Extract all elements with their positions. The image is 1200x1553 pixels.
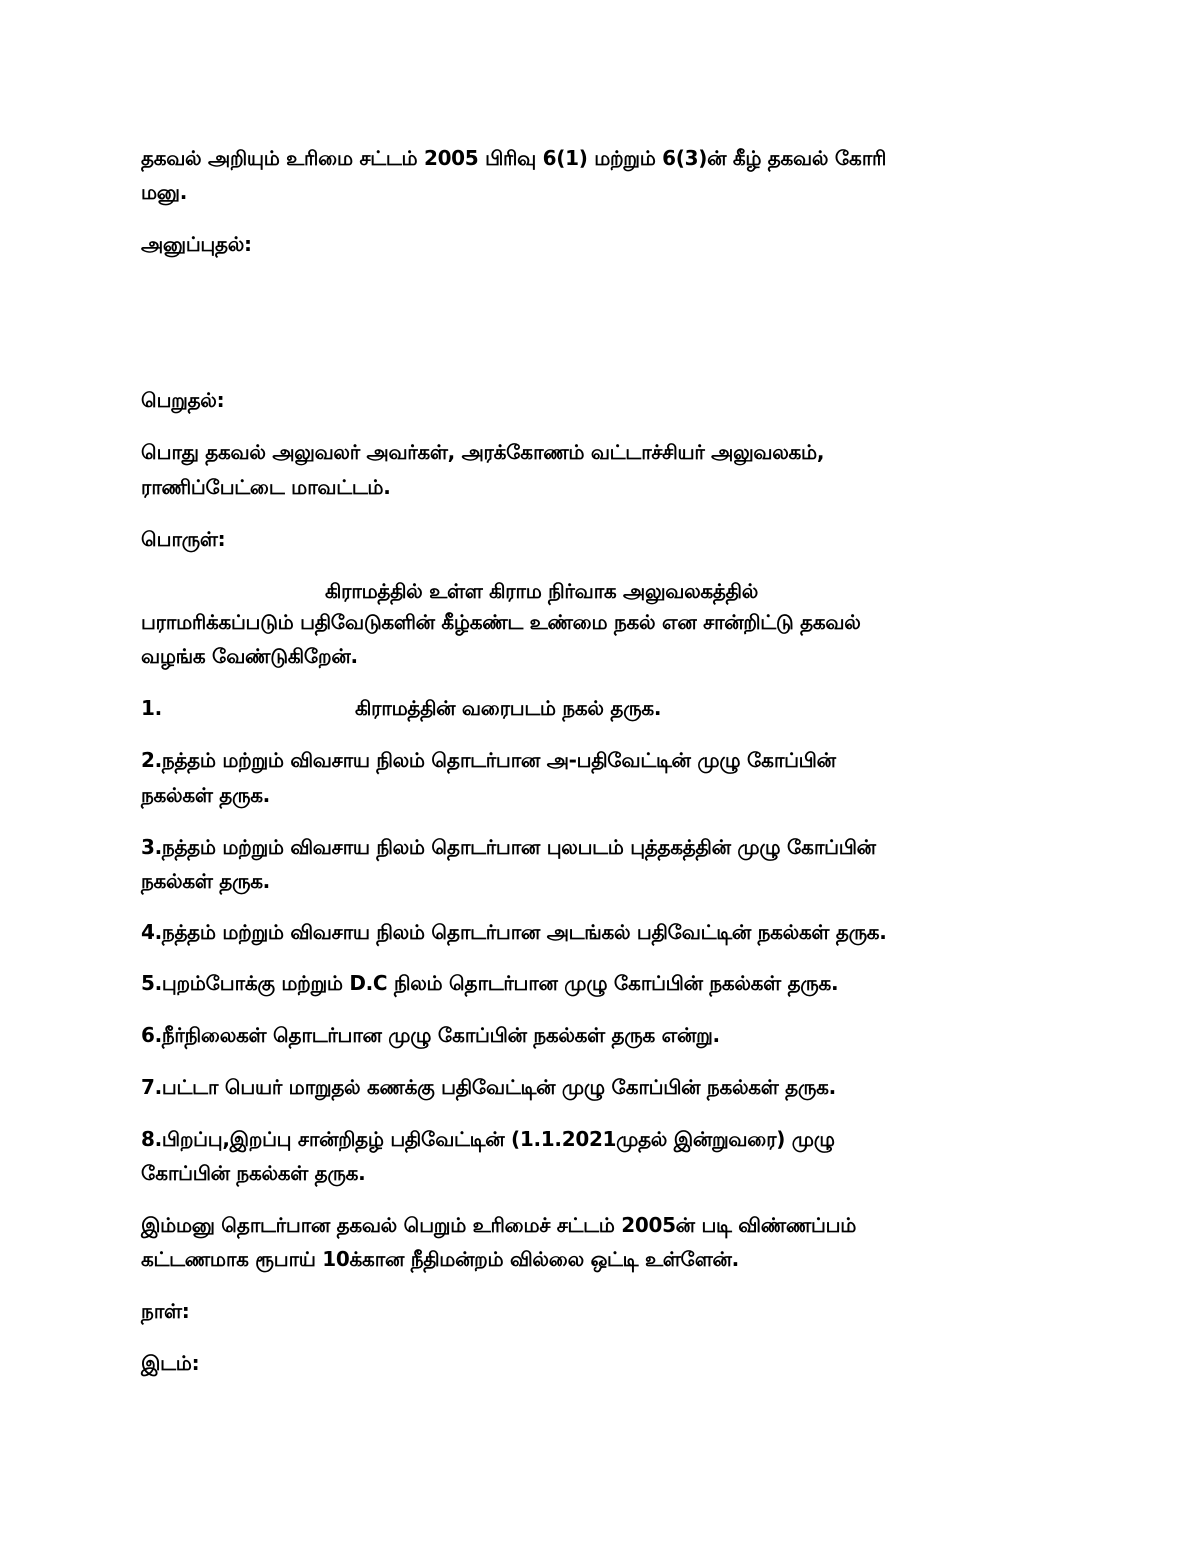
subject-label: பொருள்: <box>141 527 226 551</box>
item-1-text: கிராமத்தின் வரைபடம் நகல் தருக. <box>355 696 662 720</box>
item-7-line-1: 7.பட்டா பெயர் மாறுதல் கணக்கு பதிவேட்டின் முழு கோப்பின் நகல்கள் தருக. <box>141 1075 836 1099</box>
item-3-line-1: 3.நத்தம் மற்றும் விவசாய நிலம் தொடர்பான புலபடம் புத்தகத்தின் முழு கோப்பின் <box>141 835 876 859</box>
item-5-line-1: 5.புறம்போக்கு மற்றும் D.C நிலம் தொடர்பான முழு கோப்பின் நகல்கள் தருக. <box>141 971 839 995</box>
subject-line-3: வழங்க வேண்டுகிறேன். <box>141 644 358 668</box>
subject-line-1: கிராமத்தில் உள்ள கிராம நிர்வாக அலுவலகத்தில் <box>325 579 759 603</box>
closing-line-2: கட்டணமாக ரூபாய் 10க்கான நீதிமன்றம் வில்லை ஒட்டி உள்ளேன். <box>141 1247 739 1271</box>
item-2-line-2: நகல்கள் தருக. <box>141 783 270 807</box>
item-6-line-1: 6.நீர்நிலைகள் தொடர்பான முழு கோப்பின் நகல்கள் தருக என்று. <box>141 1023 720 1047</box>
subject-line-2: பராமரிக்கப்படும் பதிவேடுகளின் கீழ்கண்ட உண்மை நகல் என சான்றிட்டு தகவல் <box>141 610 861 634</box>
recipient-line-1: பொது தகவல் அலுவலர் அவர்கள், அரக்கோணம் வட்டாச்சியர் அலுவலகம், <box>141 440 825 464</box>
recipient-label: பெறுதல்: <box>141 388 225 412</box>
item-8-line-1: 8.பிறப்பு,இறப்பு சான்றிதழ் பதிவேட்டின் (1.1.2021முதல் இன்றுவரை) முழு <box>141 1127 835 1151</box>
date-label: நாள்: <box>141 1299 190 1323</box>
closing-line-1: இம்மனு தொடர்பான தகவல் பெறும் உரிமைச் சட்டம் 2005ன் படி விண்ணப்பம் <box>141 1213 857 1237</box>
item-2-line-1: 2.நத்தம் மற்றும் விவசாய நிலம் தொடர்பான அ-பதிவேட்டின் முழு கோப்பின் <box>141 748 836 772</box>
sender-label: அனுப்புதல்: <box>141 232 252 256</box>
item-8-line-2: கோப்பின் நகல்கள் தருக. <box>141 1161 366 1185</box>
place-label: இடம்: <box>141 1351 200 1375</box>
item-1-number: 1. <box>141 696 162 720</box>
item-3-line-2: நகல்கள் தருக. <box>141 869 270 893</box>
item-4-line-1: 4.நத்தம் மற்றும் விவசாய நிலம் தொடர்பான அடங்கல் பதிவேட்டின் நகல்கள் தருக. <box>141 920 887 944</box>
recipient-line-2: ராணிப்பேட்டை மாவட்டம். <box>141 475 391 499</box>
title-line-1: தகவல் அறியும் உரிமை சட்டம் 2005 பிரிவு 6(1) மற்றும் 6(3)ன் கீழ் தகவல் கோரி <box>141 146 887 170</box>
title-line-2: மனு. <box>141 180 187 204</box>
